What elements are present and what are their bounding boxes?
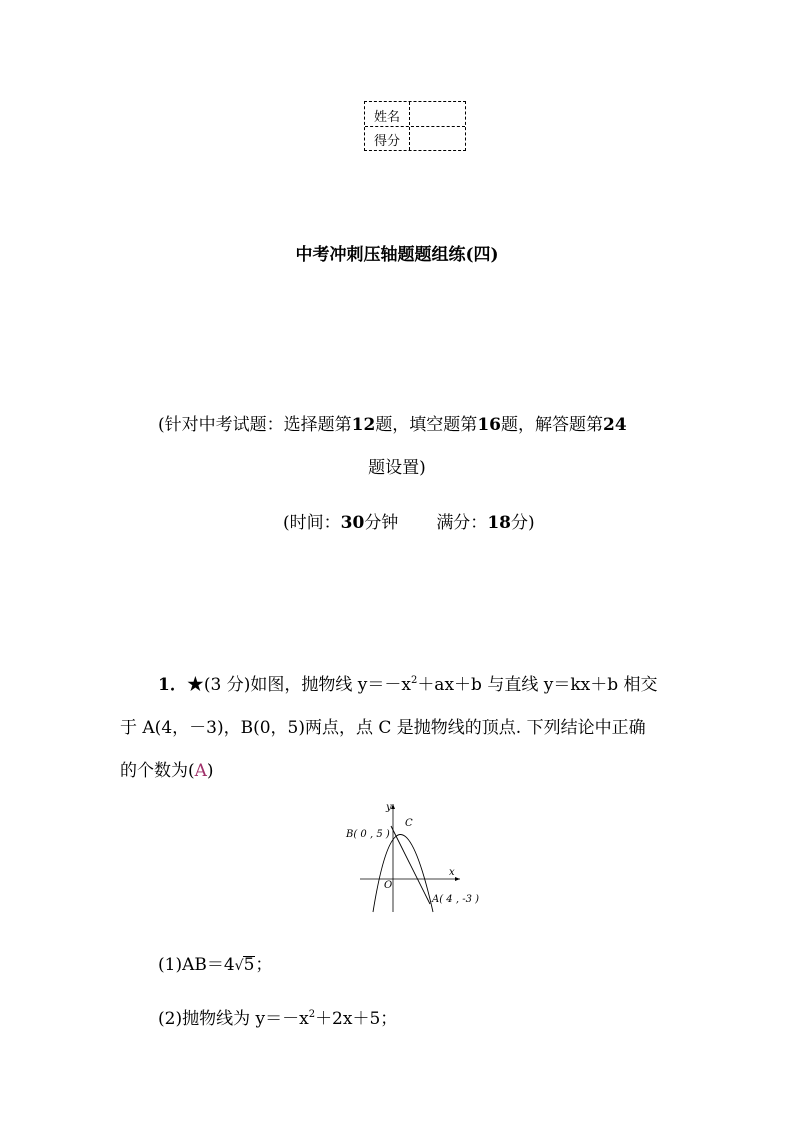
page-title: 中考冲刺压轴题题组练(四) [295,245,499,265]
question-close-paren: ) [206,761,214,781]
question-1-line-3 [120,756,214,781]
conclusion-2-text: (2)抛物线为 y＝－x [158,1009,309,1029]
name-label: 姓名 [374,110,401,125]
intro-text-b: 题，填空题第 [375,415,478,435]
label-b: B( 0 , 5 ) [346,829,390,840]
conclusion-2-end: ＋2x＋5； [315,1009,398,1029]
name-score-box [364,101,466,151]
question-text-a: ★(3 分)如图，抛物线 y＝－x [186,675,411,695]
question-number: 1． [158,675,187,695]
score-value: 18 [487,513,511,533]
score-label: 得分 [374,134,401,149]
sqrt-sign: √ [234,958,244,974]
label-c: C [405,818,413,829]
parabola-graph [340,802,490,917]
question-text-c: 的个数为( [120,761,195,781]
conclusion-1-end: ； [255,955,273,975]
conclusion-1 [158,950,272,975]
answer-choice: A [194,761,207,781]
intro-text-c: 题，解答题第 [500,415,603,435]
conclusion-1-text: (1)AB＝4 [158,955,235,975]
intro-num-12: 12 [351,415,376,435]
question-1-line-2: 于 A(4，－3)，B(0，5)两点，点 C 是抛物线的顶点. 下列结论中正确 [120,718,646,738]
label-x: x [449,867,455,878]
question-1-line-1 [158,670,658,695]
label-a: A( 4 , -3 ) [432,894,480,905]
time-value: 30 [340,513,365,533]
exponent-2: 2 [308,1009,316,1020]
box-divider [409,102,410,150]
parabola-curve [373,835,433,913]
name-row [365,102,465,127]
intro-num-16: 16 [477,415,501,435]
score-unit: 分) [510,513,535,533]
exponent: 2 [410,675,418,686]
intro-text-a: (针对中考试题：选择题第 [158,415,352,435]
time-label: (时间： [283,513,341,533]
question-text-b: ＋ax＋b 与直线 y＝kx＋b 相交 [417,675,658,695]
score-row [365,126,465,150]
time-score-line [283,508,535,533]
time-unit: 分钟 [364,513,399,533]
conclusion-2 [158,1004,397,1029]
line-ab [391,826,430,904]
score-label-text: 满分： [436,513,488,533]
intro-line-2: 题设置) [368,458,426,478]
intro-line-1 [158,410,627,435]
x-axis-arrow [455,877,460,881]
label-y: y [386,802,392,813]
sqrt-radicand: 5 [243,955,255,975]
parabola-figure [340,802,490,917]
intro-num-24: 24 [602,415,627,435]
label-o: O [384,880,393,891]
